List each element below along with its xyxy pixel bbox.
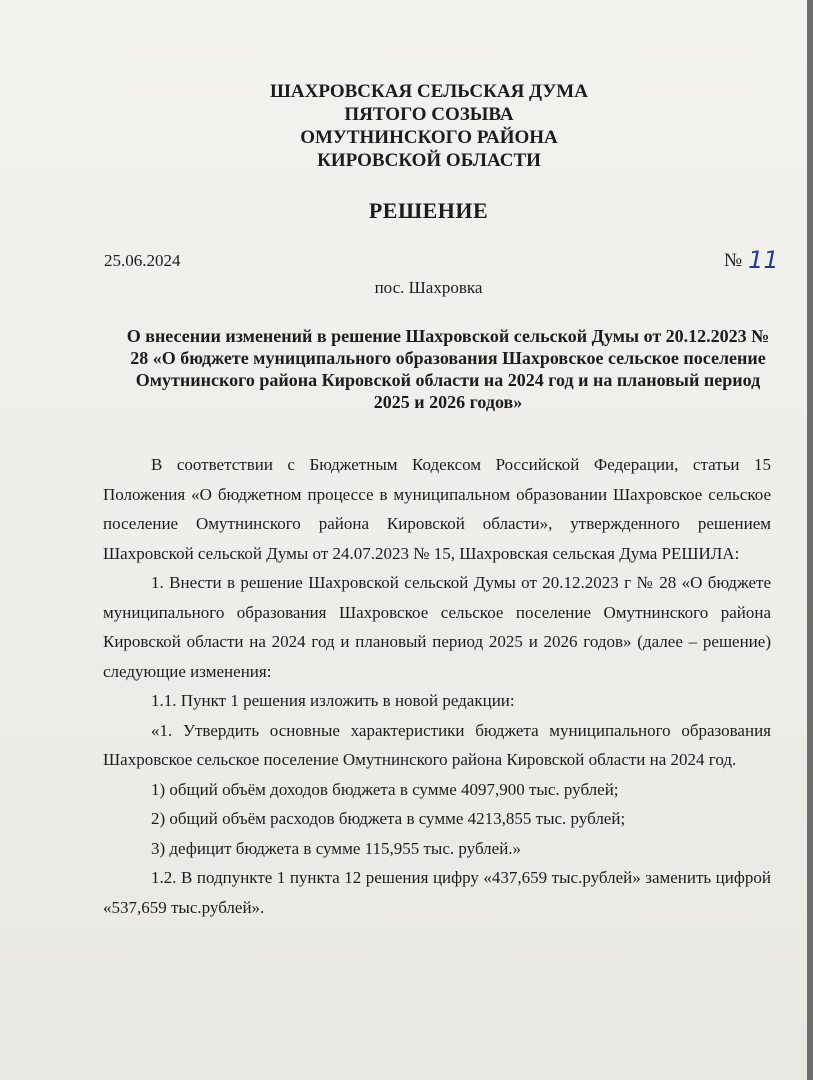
paragraph-expenses: 2) общий объём расходов бюджета в сумме 4213,855 тыс. рублей; — [151, 809, 626, 828]
header-line-district: ОМУТНИНСКОГО РАЙОНА — [300, 127, 558, 148]
issuing-body-header — [0, 80, 813, 172]
paragraph-item-1: 1. Внести в решение Шахровской сельской Думы от 20.12.2023 г № 28 «О бюджете муниципального образования Шахровское сельское поселение Омутнинского района Кировской области на 2024 год и плановый период 2025 и 2026 годов» (далее – решение) следующие изменения: — [103, 573, 771, 681]
paragraph-income: 1) общий объём доходов бюджета в сумме 4097,900 тыс. рублей; — [151, 779, 619, 799]
header-line-region: КИРОВСКОЙ ОБЛАСТИ — [317, 150, 541, 171]
paragraph-preamble: В соответствии с Бюджетным Кодексом Российской Федерации, статьи 15 Положения «О бюджетном процессе в муниципальном образовании Шахровское сельское поселение Омутнинского района Кировской области», утвержденного решением Шахровской сельской Думы от 24.07.2023 № 15, Шахровская сельская Дума РЕШИЛА: — [103, 455, 771, 563]
page-edge-shadow — [807, 0, 813, 1080]
number-sign: № — [724, 250, 743, 271]
document-date: 25.06.2024 — [104, 251, 181, 270]
paragraph-item-1-2: 1.2. В подпункте 1 пункта 12 решения цифру «437,659 тыс.рублей» заменить цифрой «537,659 тыс.рублей». — [103, 868, 771, 917]
paragraph-quote-1: «1. Утвердить основные характеристики бюджета муниципального образования Шахровское сельское поселение Омутнинского района Кировской области на 2024 год. — [103, 720, 771, 769]
header-line-council: ШАХРОВСКАЯ СЕЛЬСКАЯ ДУМА — [270, 81, 588, 102]
handwritten-number: 11 — [748, 246, 779, 274]
paragraph-item-1-1: 1.1. Пункт 1 решения изложить в новой редакции: — [151, 691, 515, 710]
document-place: пос. Шахровка — [374, 278, 483, 297]
paragraph-deficit: 3) дефицит бюджета в сумме 115,955 тыс. рублей.» — [151, 838, 522, 858]
document-number — [724, 244, 779, 272]
document-body — [103, 450, 771, 922]
header-line-convocation: ПЯТОГО СОЗЫВА — [344, 104, 514, 125]
document-subject: О внесении изменений в решение Шахровской сельской Думы от 20.12.2023 № 28 «О бюджете муниципального образования Шахровское сельское поселение Омутнинского района Кировской области на 2024 год и на плановый период 2025 и 2026 годов» — [126, 326, 770, 412]
document-title: РЕШЕНИЕ — [368, 198, 489, 223]
